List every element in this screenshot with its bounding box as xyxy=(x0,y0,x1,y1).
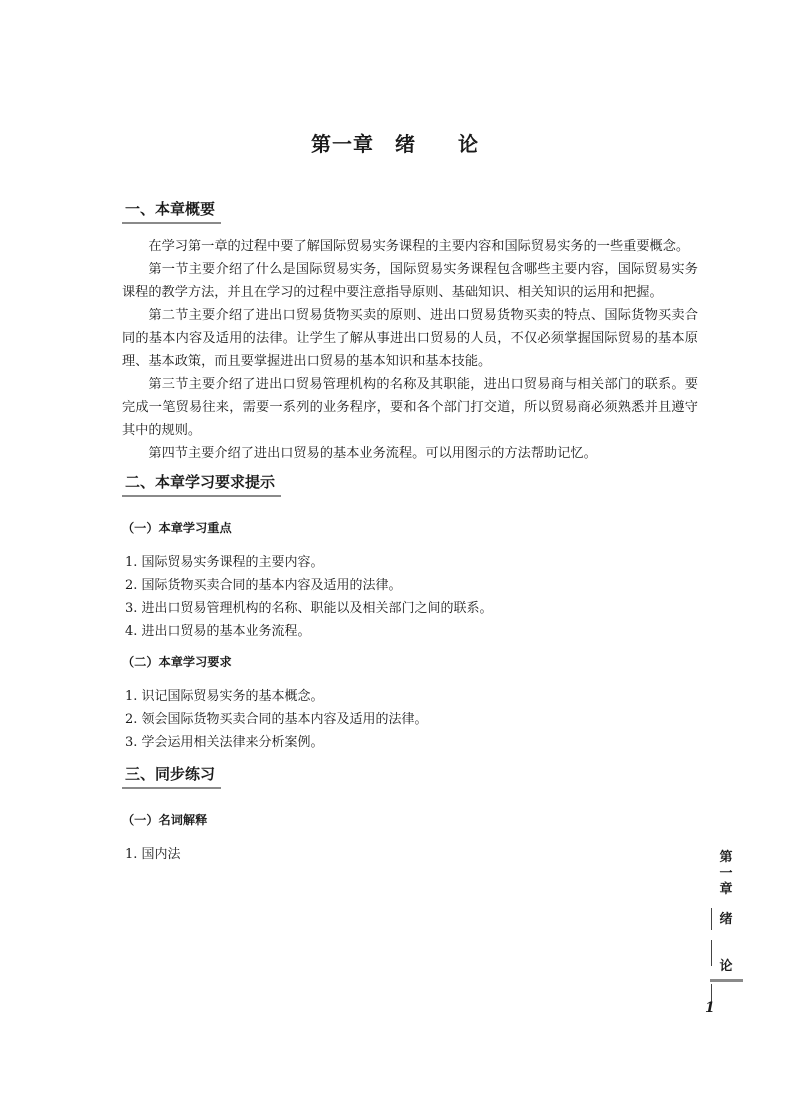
section-heading-requirements: 二、本章学习要求提示 xyxy=(122,471,281,497)
subsection-heading-terms: （一）名词解释 xyxy=(122,813,208,827)
section-heading-exercises: 三、同步练习 xyxy=(122,763,221,789)
side-tab-char: 第 xyxy=(719,850,733,865)
list-item: 2. 国际货物买卖合同的基本内容及适用的法律。 xyxy=(125,578,402,593)
page-content xyxy=(122,198,698,866)
section-heading-overview: 一、本章概要 xyxy=(122,198,221,224)
side-tab-divider xyxy=(711,908,712,930)
list-item: 1. 国际贸易实务课程的主要内容。 xyxy=(125,555,324,570)
paragraph: 第四节主要介绍了进出口贸易的基本业务流程。可以用图示的方法帮助记忆。 xyxy=(148,446,597,461)
side-tab-char: 一 xyxy=(719,866,733,881)
side-tab-char: 论 xyxy=(719,959,733,974)
paragraph: 第二节主要介绍了进出口贸易货物买卖的原则、进出口贸易货物买卖的特点、国际货物买卖合同的基本内容及适用的法律。让学生了解从事进出口贸易的人员，不仅必须掌握国际贸易的基本原理、基本政策，而且要掌握进出口贸易的基本知识和基本技能。 xyxy=(122,308,698,369)
list-item: 1. 国内法 xyxy=(125,847,181,862)
page-number: 1 xyxy=(705,1000,715,1016)
list-item: 4. 进出口贸易的基本业务流程。 xyxy=(125,624,311,639)
chapter-side-tab xyxy=(709,850,743,975)
subsection-heading-requirements: （二）本章学习要求 xyxy=(122,655,232,669)
side-tab-char: 章 xyxy=(719,882,733,897)
paragraph: 第三节主要介绍了进出口贸易管理机构的名称及其职能，进出口贸易商与相关部门的联系。要完成一笔贸易往来，需要一系列的业务程序，要和各个部门打交道，所以贸易商必须熟悉并且遵守其中的规则。 xyxy=(122,377,698,438)
side-tab-divider xyxy=(711,940,712,966)
side-tab-bar xyxy=(710,979,743,982)
subsection-heading-key-points: （一）本章学习重点 xyxy=(122,521,232,535)
list-item: 3. 进出口贸易管理机构的名称、职能以及相关部门之间的联系。 xyxy=(125,601,493,616)
paragraph: 在学习第一章的过程中要了解国际贸易实务课程的主要内容和国际贸易实务的一些重要概念。 xyxy=(148,239,690,254)
paragraph: 第一节主要介绍了什么是国际贸易实务，国际贸易实务课程包含哪些主要内容，国际贸易实务课程的教学方法，并且在学习的过程中要注意指导原则、基础知识、相关知识的运用和把握。 xyxy=(122,262,698,300)
chapter-title: 第一章 绪 论 xyxy=(311,132,479,156)
list-item: 1. 识记国际贸易实务的基本概念。 xyxy=(125,689,324,704)
list-item: 3. 学会运用相关法律来分析案例。 xyxy=(125,735,324,750)
list-item: 2. 领会国际货物买卖合同的基本内容及适用的法律。 xyxy=(125,712,428,727)
side-tab-char: 绪 xyxy=(719,912,733,927)
